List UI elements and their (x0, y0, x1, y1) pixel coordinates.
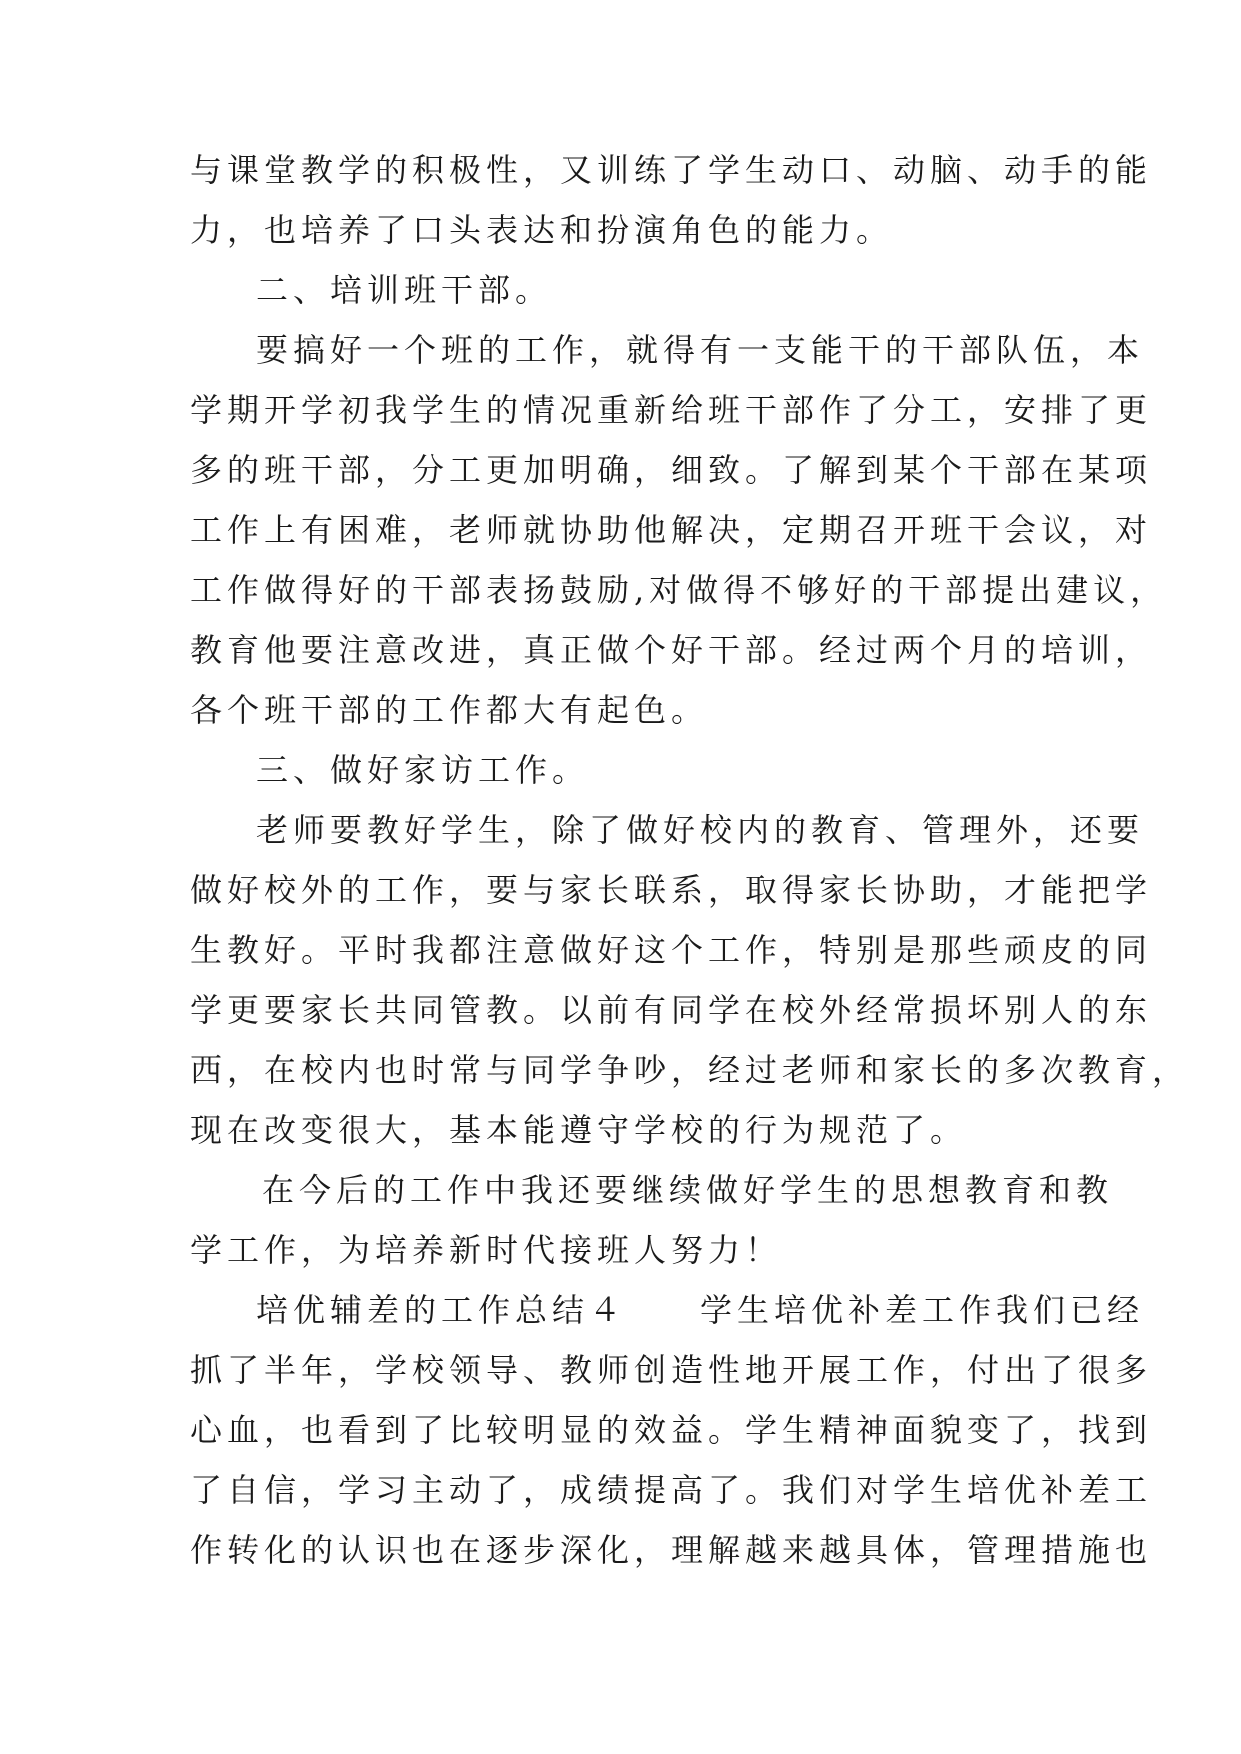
text-line: 抓了半年，学校领导、教师创造性地开展工作，付出了很多 (190, 1351, 1153, 1389)
text-line: 做好校外的工作，要与家长联系，取得家长协助，才能把学 (190, 871, 1153, 909)
text-line: 西，在校内也时常与同学争吵，经过老师和家长的多次教育， (190, 1051, 1190, 1089)
text-line: 学更要家长共同管教。以前有同学在校外经常损坏别人的东 (190, 991, 1153, 1029)
text-line: 与课堂教学的积极性，又训练了学生动口、动脑、动手的能 (190, 151, 1153, 189)
text-line: 学期开学初我学生的情况重新给班干部作了分工，安排了更 (190, 391, 1153, 429)
text-line: 工作上有困难，老师就协助他解决，定期召开班干会议，对 (190, 511, 1153, 549)
text-line: 生教好。平时我都注意做好这个工作，特别是那些顽皮的同 (190, 931, 1153, 969)
section-heading: 二、培训班干部。 (256, 271, 553, 309)
text-line: 培优辅差的工作总结４ 学生培优补差工作我们已经 (256, 1291, 1145, 1329)
text-line: 工作做得好的干部表扬鼓励,对做得不够好的干部提出建议， (190, 571, 1168, 609)
text-line: 了自信，学习主动了，成绩提高了。我们对学生培优补差工 (190, 1471, 1153, 1509)
text-line: 力，也培养了口头表达和扮演角色的能力。 (190, 211, 894, 249)
text-line: 要搞好一个班的工作，就得有一支能干的干部队伍，本 (256, 331, 1145, 369)
text-line: 学工作，为培养新时代接班人努力！ (190, 1231, 783, 1269)
text-line: 各个班干部的工作都大有起色。 (190, 691, 709, 729)
section-heading: 三、做好家访工作。 (256, 751, 590, 789)
text-line: 多的班干部，分工更加明确，细致。了解到某个干部在某项 (190, 451, 1153, 489)
text-line: 在今后的工作中我还要继续做好学生的思想教育和教 (262, 1171, 1114, 1209)
text-line: 现在改变很大，基本能遵守学校的行为规范了。 (190, 1111, 968, 1149)
text-line: 作转化的认识也在逐步深化，理解越来越具体，管理措施也 (190, 1531, 1153, 1569)
text-line: 教育他要注意改进，真正做个好干部。经过两个月的培训， (190, 631, 1153, 669)
text-line: 心血，也看到了比较明显的效益。学生精神面貌变了，找到 (190, 1411, 1153, 1449)
text-line: 老师要教好学生，除了做好校内的教育、管理外，还要 (256, 811, 1145, 849)
